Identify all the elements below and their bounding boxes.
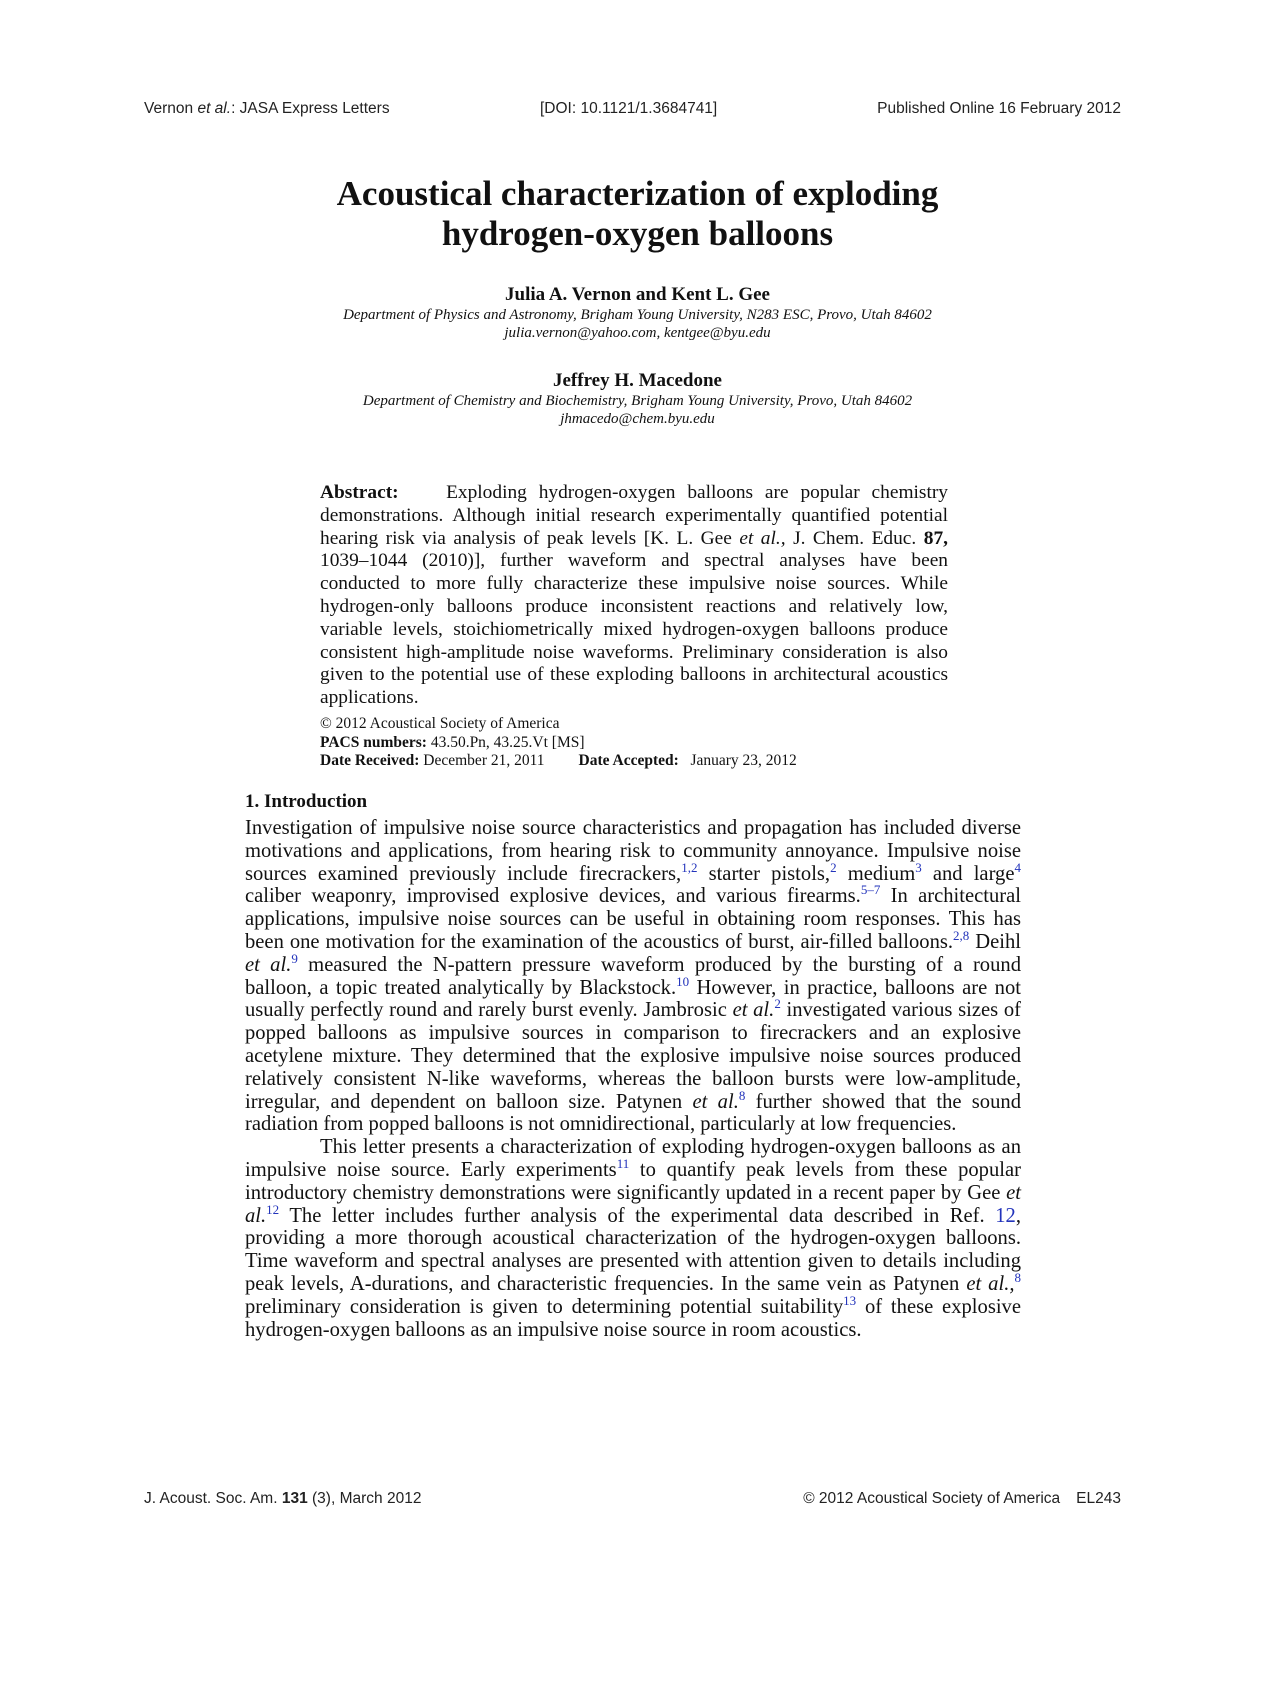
citation-link[interactable]: 2,8 — [953, 928, 970, 944]
abstract — [320, 482, 948, 710]
author-email-2: jhmacedo@chem.byu.edu — [560, 411, 715, 427]
meta-pacs — [320, 734, 948, 753]
paragraph-2 — [245, 1136, 1021, 1341]
p1-text: In architectural applications, impulsive noise sources can be useful in obtaining room responses. This has been one motivation for the examination of the acoustics of burst, air-filled balloons. — [245, 885, 1022, 953]
citation-link[interactable]: 5–7 — [860, 882, 881, 898]
citation-link[interactable]: 13 — [843, 1292, 857, 1308]
pacs-value: 43.50.Pn, 43.25.Vt [MS] — [430, 733, 585, 751]
abstract-etal: et al., — [739, 527, 786, 549]
citation-link[interactable]: 3 — [915, 859, 922, 875]
abstract-label: Abstract: — [320, 482, 399, 503]
pacs-label: PACS numbers: — [320, 733, 427, 751]
title-line-1: Acoustical characterization of exploding — [336, 174, 939, 213]
received-label: Date Received: — [320, 752, 420, 769]
citation-link[interactable]: 4 — [1014, 859, 1021, 875]
title-line-2: hydrogen-oxygen balloons — [441, 214, 834, 253]
p1-text: starter pistols, — [697, 862, 831, 885]
article-meta — [320, 715, 948, 771]
p1-etal: et al. — [732, 999, 775, 1022]
p1-etal: et al. — [245, 953, 292, 976]
p2-etal: et al. — [245, 1181, 1021, 1227]
footer-volume: 131 — [281, 1490, 308, 1507]
footer-issue: (3), March 2012 — [307, 1490, 422, 1507]
p1-text: Deihl — [969, 930, 1021, 953]
received-value: December 21, 2011 — [423, 752, 545, 769]
p1-text: investigated various sizes of popped balloons as impulsive sources in comparison to firecrackers and an explosive acetylene mixture. They determined that the explosive impulsive noise sources produced relatively consistent N-like waveforms, whereas the balloon bursts were low-amplitude, irregular, and dependent on balloon size. Patynen — [245, 999, 1021, 1113]
author-affiliation-2: Department of Chemistry and Biochemistry, Brigham Young University, Provo, Utah 84602 — [362, 393, 913, 409]
citation-link[interactable]: 9 — [291, 950, 298, 966]
footer-copyright: © 2012 Acoustical Society of America — [803, 1490, 1061, 1507]
section-heading: 1. Introduction — [245, 791, 368, 812]
author-names-2: Jeffrey H. Macedone — [552, 370, 722, 391]
citation-link[interactable]: 2 — [774, 996, 781, 1012]
p2-text: of these explosive hydrogen-oxygen balloons as an impulsive noise source in room acoustics. — [245, 1295, 1021, 1341]
p1-text: and large — [921, 862, 1015, 885]
citation-link[interactable]: 11 — [616, 1156, 630, 1172]
abstract-text-3: 1039–1044 (2010)], further waveform and spectral analyses have been conducted to more fully characterize these impulsive noise sources. While hydrogen-only balloons produce inconsistent reactions and relatively low, variable levels, stoichiometrically mixed hydrogen-oxygen balloons produce consistent high-amplitude noise waveforms. Preliminary consideration is also given to the potential use of these exploding balloons in architectural acoustics applications. — [320, 550, 948, 709]
running-head-published: Published Online 16 February 2012 — [877, 100, 1121, 117]
running-head-author: Vernon — [144, 100, 194, 117]
running-head-left — [144, 100, 390, 118]
footer-journal: J. Acoust. Soc. Am. — [144, 1490, 282, 1507]
citation-link[interactable]: 10 — [676, 973, 690, 989]
author-affiliation-1: Department of Physics and Astronomy, Brigham Young University, N283 ESC, Provo, Utah 84602 — [343, 307, 932, 323]
p2-etal: et al., — [966, 1272, 1015, 1295]
p1-text: Investigation of impulsive noise source characteristics and propagation has included diverse motivations and applications, from hearing risk to community annoyance. Impulsive noise sources examined previously include firecrackers, — [245, 817, 1021, 885]
author-block-1 — [0, 284, 1275, 342]
footer-citation — [144, 1490, 421, 1508]
author-block-2 — [0, 370, 1275, 428]
citation-link[interactable]: 1,2 — [681, 859, 698, 875]
reference-link[interactable]: 12 — [995, 1204, 1016, 1227]
paragraph-1 — [245, 817, 1021, 1136]
footer-page-number: EL243 — [1076, 1490, 1121, 1507]
citation-link[interactable]: 12 — [266, 1201, 280, 1217]
accepted-value: January 23, 2012 — [690, 752, 797, 769]
running-head-journal: : JASA Express Letters — [231, 100, 390, 117]
abstract-text-2: J. Chem. Educ. — [785, 527, 924, 549]
running-head-doi: [DOI: 10.1121/1.3684741] — [540, 100, 718, 117]
abstract-volume: 87, — [923, 527, 948, 549]
citation-link[interactable]: 8 — [738, 1087, 746, 1103]
meta-copyright: © 2012 Acoustical Society of America — [320, 715, 560, 732]
author-email-1: julia.vernon@yahoo.com, kentgee@byu.edu — [504, 325, 771, 341]
citation-link[interactable]: 8 — [1014, 1270, 1022, 1286]
p2-text: preliminary consideration is given to determining potential suitability — [245, 1295, 844, 1318]
p2-text: The letter includes further analysis of the experimental data described in Ref. — [279, 1204, 996, 1227]
p1-text: However, in practice, balloons are not usually perfectly round and rarely burst evenly. Jambrosic — [245, 976, 1021, 1022]
p2-text: This letter presents a characterization of exploding hydrogen-oxygen balloons as an impulsive noise source. Early experiments — [245, 1136, 1021, 1181]
p1-text: further showed that the sound radiation from popped balloons is not omnidirectional, particularly at low frequencies. — [245, 1090, 1021, 1136]
citation-link[interactable]: 2 — [830, 859, 837, 875]
p1-text: caliber weaponry, improvised explosive devices, and various firearms. — [245, 885, 861, 908]
page-title — [0, 174, 1275, 254]
running-head-etal: et al. — [197, 100, 232, 117]
body-text — [245, 817, 1021, 1341]
footer-right — [803, 1490, 1121, 1508]
meta-dates — [320, 752, 948, 771]
author-names-1: Julia A. Vernon and Kent L. Gee — [505, 284, 770, 305]
p2-text: , providing a more thorough acoustical characterization of the hydrogen-oxygen balloons. Time waveform and spectral analyses are presented with attention given to details including peak levels, A-durations, and characteristic frequencies. In the same vein as Patynen — [245, 1204, 1021, 1295]
accepted-label: Date Accepted: — [578, 752, 679, 769]
p1-text: medium — [836, 862, 916, 885]
p2-text: to quantify peak levels from these popular introductory chemistry demonstrations were significantly updated in a recent paper by Gee — [245, 1158, 1021, 1204]
p1-etal: et al. — [692, 1090, 739, 1113]
abstract-text-1: Exploding hydrogen-oxygen balloons are popular chemistry demonstrations. Although initial research experimentally quantified potential hearing risk via analysis of peak levels [K. L. Gee — [320, 482, 948, 549]
p1-text: measured the N-pattern pressure waveform produced by the bursting of a round balloon, a topic treated analytically by Blackstock. — [245, 953, 1021, 999]
